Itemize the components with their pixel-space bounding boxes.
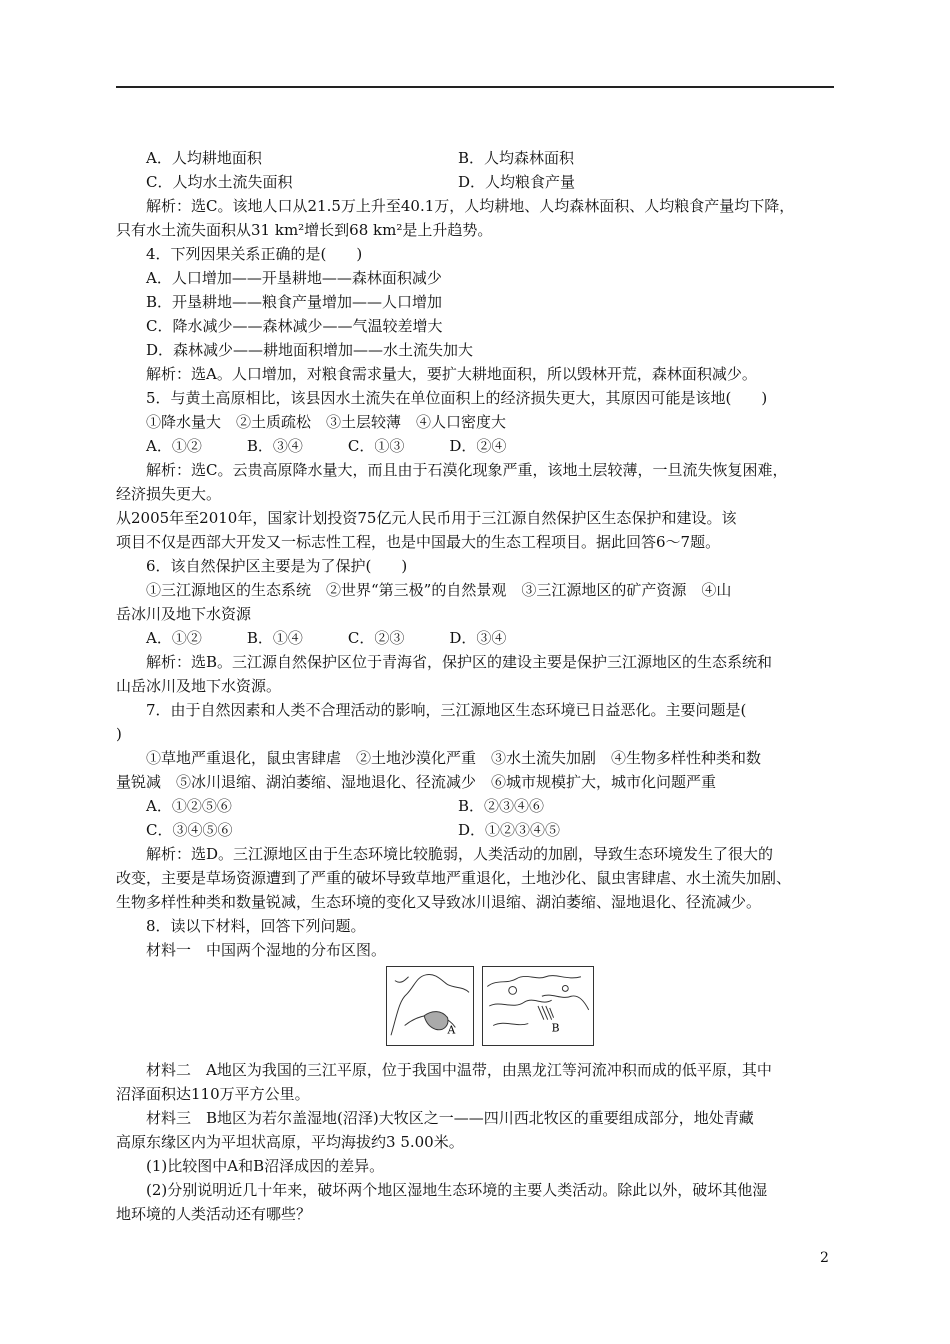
option-row <box>116 146 836 170</box>
page-number: 2 <box>820 1250 829 1266</box>
map-b-label: B <box>551 1021 560 1035</box>
paragraph-line: ①降水量大 ②土质疏松 ③土层较薄 ④人口密度大 <box>146 413 507 431</box>
option-left: A．人均耕地面积 <box>146 149 262 167</box>
paragraph-line: (1)比较图中A和B沼泽成因的差异。 <box>146 1157 385 1175</box>
option-left: C．人均水土流失面积 <box>146 173 293 191</box>
option-right: B．人均森林面积 <box>458 149 575 167</box>
continuation-line: 地环境的人类活动还有哪些？ <box>116 1205 312 1223</box>
continuation-line: 高原东缘区内为平坦状高原，平均海拔约3 5.00米。 <box>116 1133 464 1151</box>
paragraph-line: A．①② B．③④ C．①③ D．②④ <box>146 437 507 455</box>
paragraph-line: ①三江源地区的生态系统 ②世界“第三极”的自然景观 ③三江源地区的矿产资源 ④山 <box>146 581 732 599</box>
continuation-line: 量锐减 ⑤冰川退缩、湖泊萎缩、湿地退化、径流减少 ⑥城市规模扩大，城市化问题严重 <box>116 773 717 791</box>
continuation-line: 只有水土流失面积从31 km²增长到68 km²是上升趋势。 <box>116 221 493 239</box>
option-left: C．③④⑤⑥ <box>146 821 233 839</box>
option-right: D．人均粮食产量 <box>458 173 576 191</box>
paragraph-line: 5．与黄土高原相比，该县因水土流失在单位面积上的经济损失更大，其原因可能是该地( ) <box>146 389 768 407</box>
continuation-line: 改变，主要是草场资源遭到了严重的破坏导致草地严重退化，土地沙化、鼠虫害肆虐、水土流失加剧、 <box>116 869 792 887</box>
continuation-line: 山岳冰川及地下水资源。 <box>116 677 282 695</box>
paragraph-line: ①草地严重退化，鼠虫害肆虐 ②土地沙漠化严重 ③水土流失加剧 ④生物多样性种类和数 <box>146 749 762 767</box>
continuation-line: 沼泽面积达110万平方公里。 <box>116 1085 310 1103</box>
paragraph-line: 解析：选C。该地人口从21.5万上升至40.1万，人均耕地、人均森林面积、人均粮食产量均下降， <box>146 197 795 215</box>
continuation-line: ) <box>116 725 122 743</box>
header-rule <box>116 86 834 88</box>
option-row <box>116 170 836 194</box>
paragraph-line: 8．读以下材料，回答下列问题。 <box>146 917 366 935</box>
paragraph-line: 材料二 A地区为我国的三江平原，位于我国中温带，由黑龙江等河流冲积而成的低平原，其中 <box>146 1061 772 1079</box>
continuation-line: 项目不仅是西部大开发又一标志性工程，也是中国最大的生态工程项目。据此回答6～7题。 <box>116 533 721 551</box>
map-a-sanjiang <box>386 966 474 1046</box>
option-left: A．①②⑤⑥ <box>146 797 232 815</box>
paragraph-line: C．降水减少——森林减少——气温较差增大 <box>146 317 443 335</box>
paragraph-line: B．开垦耕地——粮食产量增加——人口增加 <box>146 293 443 311</box>
map-b-zoige <box>482 966 594 1046</box>
option-right: D．①②③④⑤ <box>458 821 561 839</box>
paragraph-line: 7．由于自然因素和人类不合理活动的影响，三江源地区生态环境已日益恶化。主要问题是( <box>146 701 747 719</box>
continuation-line: 从2005年至2010年，国家计划投资75亿元人民币用于三江源自然保护区生态保护和建设。该 <box>116 509 737 527</box>
paragraph-line: A．①② B．①④ C．②③ D．③④ <box>146 629 507 647</box>
paragraph-line: 6．该自然保护区主要是为了保护( ) <box>146 557 408 575</box>
document-body <box>116 146 836 1226</box>
map-a-label: A <box>447 1023 456 1037</box>
paragraph-line: 4．下列因果关系正确的是( ) <box>146 245 363 263</box>
continuation-line: 岳冰川及地下水资源 <box>116 605 252 623</box>
paragraph-line: 解析：选C。云贵高原降水量大，而且由于石漠化现象严重，该地土层较薄，一旦流失恢复困难， <box>146 461 788 479</box>
option-right: B．②③④⑥ <box>458 797 545 815</box>
option-row <box>116 818 836 842</box>
paragraph-line: 解析：选D。三江源地区由于生态环境比较脆弱，人类活动的加剧，导致生态环境发生了很大的 <box>146 845 774 863</box>
continuation-line: 生物多样性种类和数量锐减，生态环境的变化又导致冰川退缩、湖泊萎缩、湿地退化、径流减少。 <box>116 893 762 911</box>
paragraph-line: A．人口增加——开垦耕地——森林面积减少 <box>146 269 442 287</box>
paragraph-line: (2)分别说明近几十年来，破坏两个地区湿地生态环境的主要人类活动。除此以外，破坏其他湿 <box>146 1181 768 1199</box>
paragraph-line: 材料三 B地区为若尔盖湿地(沼泽)大牧区之一——四川西北牧区的重要组成部分，地处青藏 <box>146 1109 754 1127</box>
paragraph-line: 解析：选A。人口增加，对粮食需求量大，要扩大耕地面积，所以毁林开荒，森林面积减少。 <box>146 365 757 383</box>
continuation-line: 经济损失更大。 <box>116 485 222 503</box>
option-row <box>116 794 836 818</box>
wetland-maps-figure <box>116 966 836 1052</box>
paragraph-line: 材料一 中国两个湿地的分布区图。 <box>146 941 387 959</box>
paragraph-line: 解析：选B。三江源自然保护区位于青海省，保护区的建设主要是保护三江源地区的生态系统和 <box>146 653 773 671</box>
paragraph-line: D．森林减少——耕地面积增加——水土流失加大 <box>146 341 474 359</box>
